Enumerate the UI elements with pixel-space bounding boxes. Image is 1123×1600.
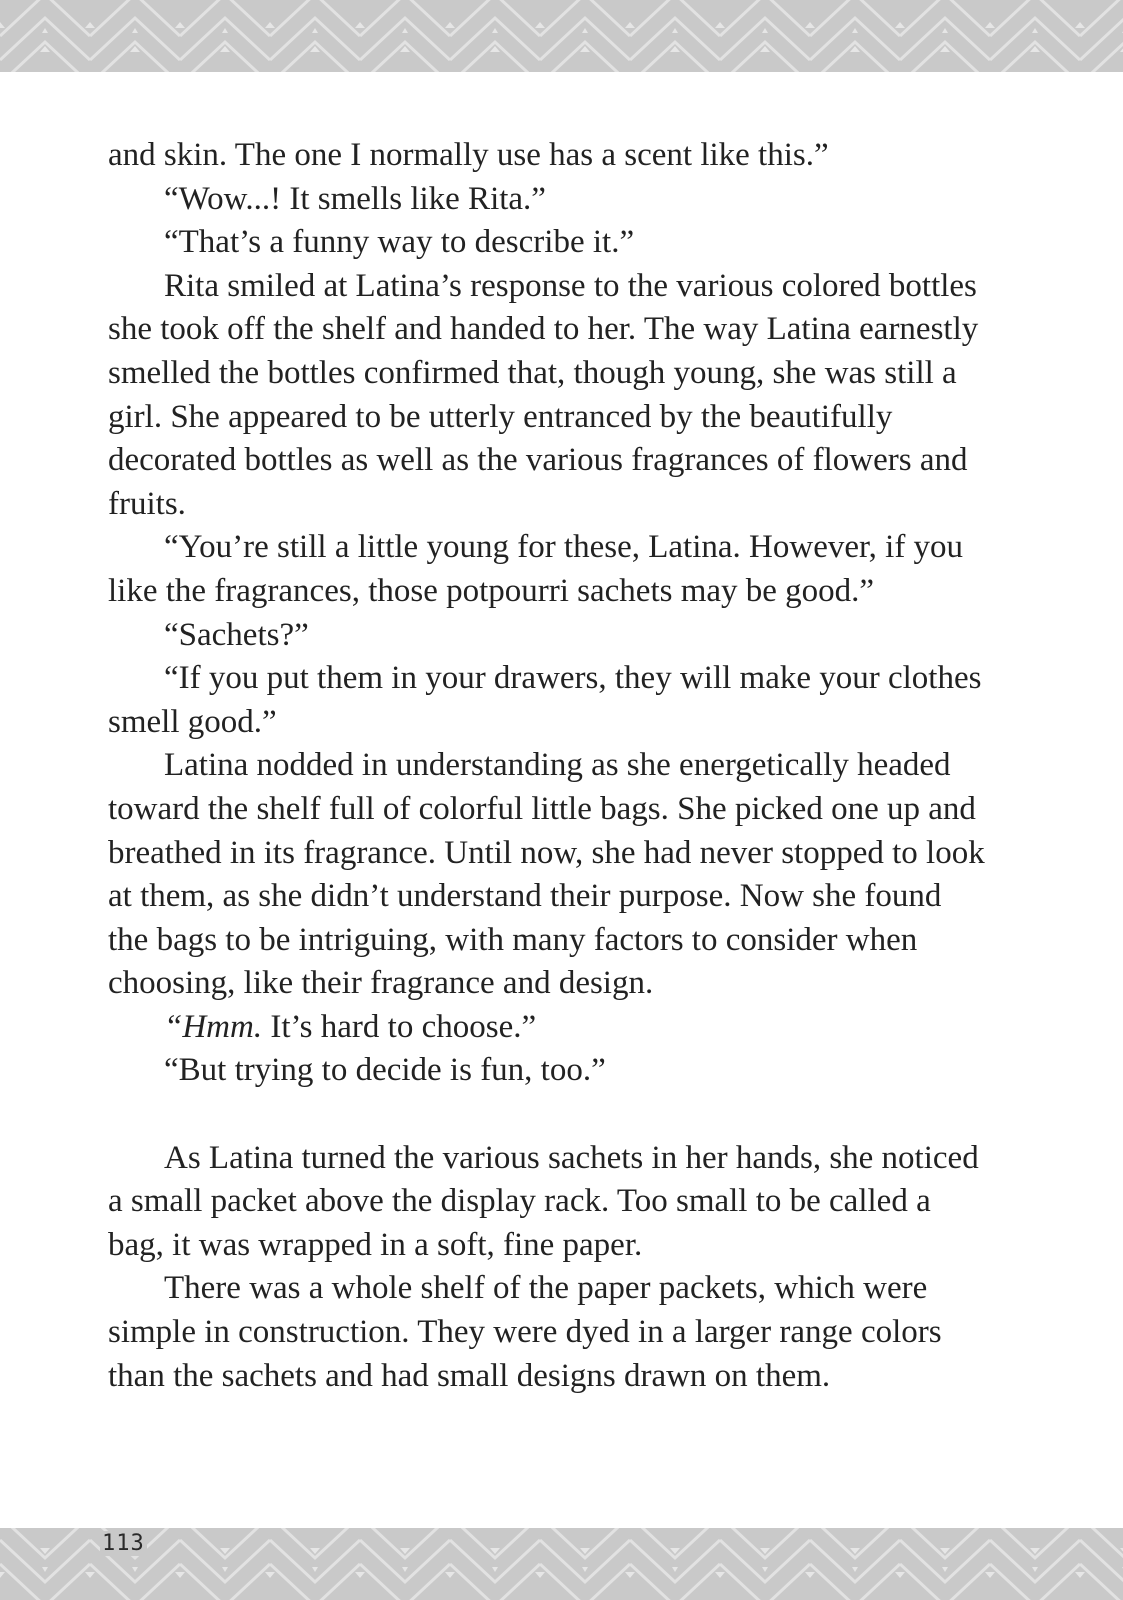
paragraph: As Latina turned the various sachets in her hands, she noticed a small packet above the display rack. Too small to be called a bag, it was wrapped in a soft, fine paper. [108, 1139, 979, 1263]
header-pattern [0, 0, 1123, 72]
body-text [108, 134, 988, 1398]
paragraph: Rita smiled at Latina’s response to the various colored bottles she took off the shelf and handed to her. The way Latina earnestly smelled the bottles confirmed that, though young, she was still a girl. She appeared to be utterly entranced by the beautifully decorated bottles as well as the various fragrances of flowers and fruits. [108, 267, 979, 522]
paragraph-text: It’s hard to choose.” [262, 1008, 537, 1045]
paragraph [108, 1006, 988, 1050]
italic-emphasis: “Hmm. [164, 1008, 263, 1045]
paragraph: Latina nodded in understanding as she energetically headed toward the shelf full of colorful little bags. She picked one up and breathed in its fragrance. Until now, she had never stopped to look at them, as she didn’t understand their purpose. Now she found the bags to be intriguing, with many factors to consider when choosing, like their fragrance and design. [108, 747, 985, 1002]
page-number: 113 [102, 1531, 145, 1556]
header-decorative-band [0, 0, 1123, 72]
paragraph: “If you put them in your drawers, they will make your clothes smell good.” [108, 660, 982, 740]
paragraph: “Wow...! It smells like Rita.” [164, 180, 546, 217]
footer-pattern [0, 1528, 1123, 1600]
paragraph: There was a whole shelf of the paper packets, which were simple in construction. They were dyed in a larger range colors than the sachets and had small designs drawn on them. [108, 1270, 942, 1394]
paragraph: and skin. The one I normally use has a scent like this.” [108, 137, 829, 173]
paragraph: “That’s a funny way to describe it.” [164, 224, 635, 261]
paragraph: “You’re still a little young for these, Latina. However, if you like the fragrances, those potpourri sachets may be good.” [108, 529, 964, 609]
paragraph: “Sachets?” [164, 616, 309, 653]
paragraph: “But trying to decide is fun, too.” [164, 1052, 606, 1089]
footer-decorative-band [0, 1528, 1123, 1600]
